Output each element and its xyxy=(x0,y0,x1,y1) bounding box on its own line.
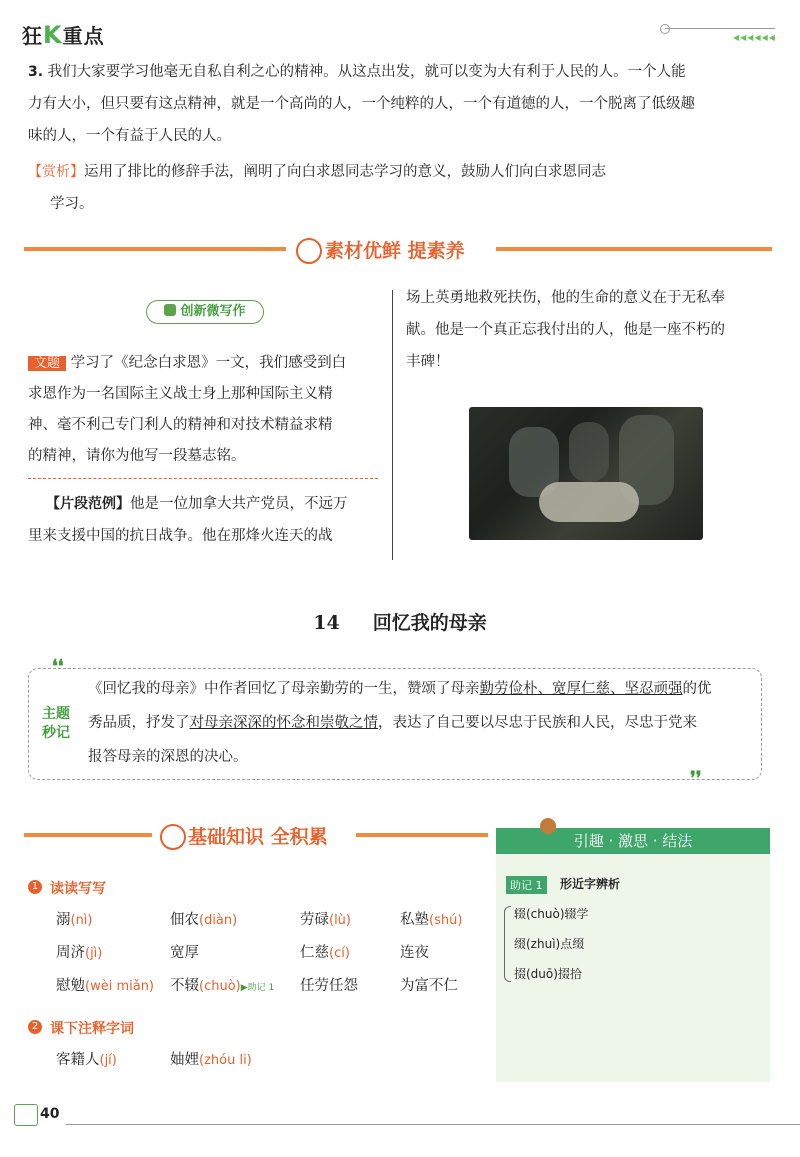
column-divider xyxy=(392,290,393,560)
vocab-item: 溺(nì) xyxy=(56,912,93,928)
subsection-badge-2: 2 xyxy=(28,1020,42,1034)
page-leaf-icon xyxy=(14,1104,38,1126)
book-logo: 狂K重点 xyxy=(22,21,105,49)
vocab-item: 慰勉(wèi miǎn) xyxy=(56,978,154,994)
section-rule-right xyxy=(496,247,772,251)
vocab-item: 连夜 xyxy=(400,945,429,961)
vocab-item: 不辍(chuò)▶助记 1 xyxy=(170,978,275,994)
vocab-item: 为富不仁 xyxy=(400,978,458,994)
memory-aid-panel xyxy=(496,828,770,1082)
vocab-item: 私塾(shú) xyxy=(400,912,463,928)
memory-aid-item: 辍(chuò)辍学 xyxy=(514,907,589,921)
brace xyxy=(504,906,511,982)
vocab-item: 任劳任怨 xyxy=(300,978,358,994)
analysis-paragraph: 【赏析】运用了排比的修辞手法，阐明了向白求恩同志学习的意义，鼓励人们向白求恩同志 学习。 xyxy=(28,164,606,212)
quote-close-icon: ❜❜ xyxy=(690,768,702,789)
bethune-surgery-photo xyxy=(469,407,703,540)
quote-paragraph: 3. 我们大家要学习他毫无自私自利之心的精神。从这点出发，就可以变为大有利于人民的人。一个人能 力有大小，但只要有这点精神，就是一个高尚的人，一个纯粹的人，一个有道德的人，一个脱离了低级趣 味的人，一个有益于人民的人。 xyxy=(28,64,695,144)
footer-rule xyxy=(66,1124,800,1125)
vocab-item: 周济(jì) xyxy=(56,945,103,961)
memory-aid-title: 形近字辨析 xyxy=(560,877,621,891)
theme-text: 《回忆我的母亲》中作者回忆了母亲勤劳的一生，赞颂了母亲勤劳俭朴、宽厚仁慈、坚忍顽强的优 秀品质，抒发了对母亲深深的怀念和崇敬之情，表达了自己要以尽忠于民族和人民，尽忠于党来 报答母亲的深恩的决心。 xyxy=(88,681,712,765)
section2-rule-right xyxy=(356,833,488,837)
vocab-item: 妯娌(zhóu li) xyxy=(170,1052,252,1068)
creative-writing-pill: 创新微写作 xyxy=(146,300,264,324)
memory-aid-tag: 助记 1 xyxy=(506,876,547,894)
lesson-title: 14 回忆我的母亲 xyxy=(313,612,487,634)
subsection-badge-1: 1 xyxy=(28,880,42,894)
section2-swirl-icon xyxy=(160,824,186,850)
section2-rule-left xyxy=(24,833,152,837)
section-title-basics: 基础知识 全积累 xyxy=(188,826,328,848)
vocab-item: 宽厚 xyxy=(170,945,199,961)
writing-sample: 【片段范例】他是一位加拿大共产党员，不远万 里来支援中国的抗日战争。他在那烽火连天的战 xyxy=(28,496,348,544)
header-rule xyxy=(665,28,775,29)
memory-aid-item: 掇(duō)掇拾 xyxy=(514,967,582,981)
subsection-title-notes: 课下注释字词 xyxy=(50,1021,134,1037)
writing-prompt: 文题 学习了《纪念白求恩》一文，我们感受到白 求恩作为一名国际主义战士身上那种国际主义精 神、毫不利己专门利人的精神和对技术精益求精 的精神，请你为他写一段墓志铭。 xyxy=(28,355,347,464)
section-swirl-icon xyxy=(296,238,322,264)
writing-sample-continued: 场上英勇地救死扶伤，他的生命的意义在于无私奉 献。他是一个真正忘我付出的人，他是一座不朽的 丰碑！ xyxy=(406,290,725,370)
memory-aid-header: 引趣 · 激思 · 结法 xyxy=(496,828,770,854)
reader-figure-icon xyxy=(540,818,556,834)
quote-open-icon: ❛❛ xyxy=(52,656,64,677)
theme-label: 主题 秒记 xyxy=(42,706,70,741)
header-deco-arrows: ◀◀◀◀◀◀ xyxy=(733,33,776,42)
page-number: 40 xyxy=(40,1106,60,1122)
flower-icon xyxy=(164,304,176,316)
vocab-item: 劳碌(lù) xyxy=(300,912,351,928)
subsection-title-read-write: 读读写写 xyxy=(50,881,106,897)
section-title-materials: 素材优鲜 提素养 xyxy=(325,240,465,262)
vocab-item: 佃农(diàn) xyxy=(170,912,238,928)
vocab-item: 仁慈(cí) xyxy=(300,945,350,961)
header-circle xyxy=(660,24,670,34)
vocab-item: 客籍人(jí) xyxy=(56,1052,117,1068)
section-rule-left xyxy=(24,247,286,251)
memory-aid-item: 缀(zhuì)点缀 xyxy=(514,937,585,951)
